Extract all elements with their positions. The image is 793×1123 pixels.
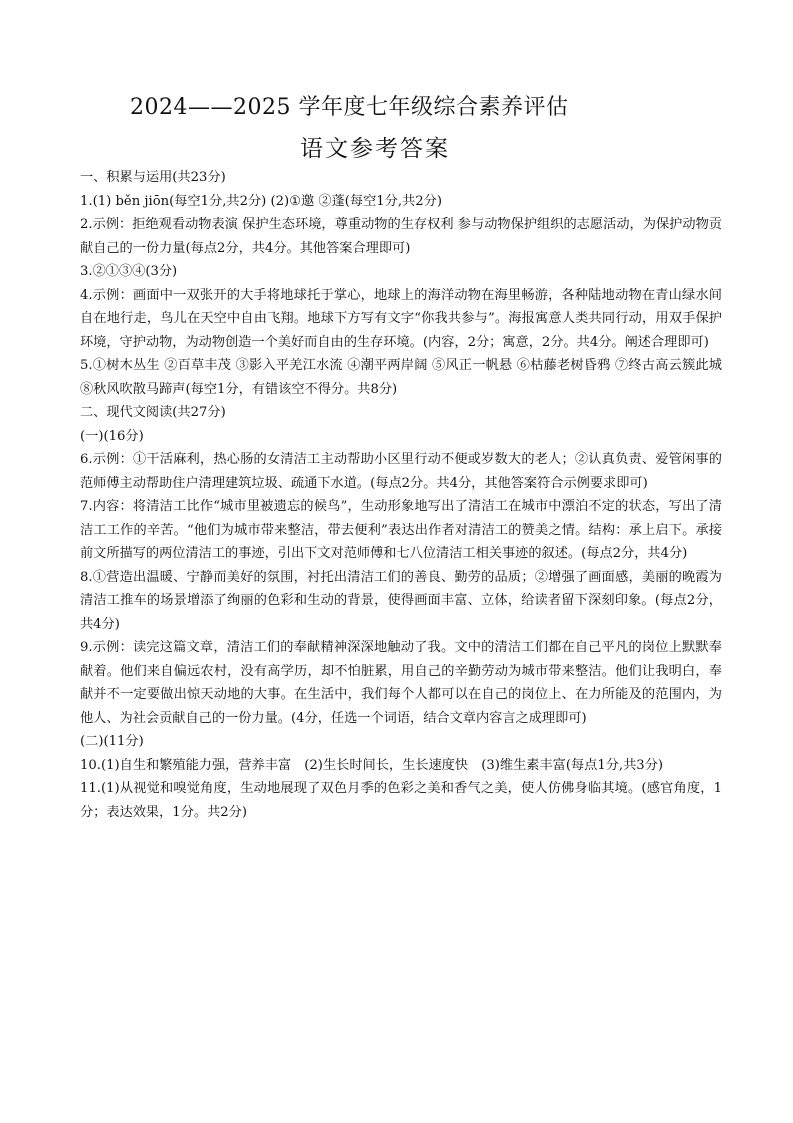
answer-10: 10.(1)自生和繁殖能力强，营养丰富 (2)生长时间长，生长速度快 (3)维生素丰富(每点1分,共3分) [80, 757, 664, 773]
subsection-heading-2: (二)(11分) [80, 734, 144, 749]
answer-1: 1.(1) běn jiōn(每空1分,共2分) (2)①邀 ②蓬(每空1分,共2分) [80, 193, 442, 209]
answer-3: 3.②①③④(3分) [80, 264, 178, 279]
answer-11: 11.(1)从视觉和嗅觉角度，生动地展现了双色月季的色彩之美和香气之美，使人仿佛身临其境。(感官角度，1分；表达效果，1分。共2分) [80, 781, 722, 820]
answer-5: 5.①树木丛生 ②百草丰茂 ③影入平羌江水流 ④潮平两岸阔 ⑤风正一帆悬 ⑥枯藤老树昏鸦 ⑦终古高云簇此城 ⑧秋风吹散马蹄声(每空1分，有错该空不得分。共8分) [80, 358, 722, 397]
page-subtitle: 语文参考答案 [300, 136, 450, 162]
answer-9: 9.示例：读完这篇文章，清洁工们的奉献精神深深地触动了我。文中的清洁工们都在自己平凡的岗位上默默奉献着。他们来自偏远农村，没有高学历，却不怕脏累，用自己的辛勤劳动为城市带来整洁。他们让我明白，奉献并不一定要做出惊天动地的大事。在生活中，我们每个人都可以在自己的岗位上、在力所能及的范围内，为他人、为社会贡献自己的一份力量。(4分，任选一个词语，结合文章内容言之成理即可) [80, 640, 722, 726]
answer-7: 7.内容：将清洁工比作“城市里被遗忘的候鸟”，生动形象地写出了清洁工在城市中漂泊不定的状态，写出了清洁工工作的辛苦。“他们为城市带来整洁，带去便利”表达出作者对清洁工的赞美之情。结构：承上启下。承接前文所描写的两位清洁工的事迹，引出下文对范师傅和七八位清洁工相关事迹的叙述。(每点2分，共4分) [80, 499, 722, 561]
section-heading-1: 一、积累与运用(共23分) [80, 170, 226, 185]
answer-content [80, 166, 722, 824]
answer-2: 2.示例：拒绝观看动物表演 保护生态环境，尊重动物的生存权利 参与动物保护组织的志愿活动，为保护动物贡献自己的一份力量(每点2分，共4分。其他答案合理即可) [80, 217, 722, 256]
answer-4: 4.示例：画面中一双张开的大手将地球托于掌心，地球上的海洋动物在海里畅游，各种陆地动物在青山绿水间自在地行走，鸟儿在天空中自由飞翔。地球下方写有文字“你我共参与”。海报寓意人类共同行动，用双手保护环境，守护动物，为动物创造一个美好而自由的生存环境。(内容，2分；寓意，2分。共4分。阐述合理即可) [80, 287, 722, 350]
answer-6: 6.示例：①干活麻利，热心肠的女清洁工主动帮助小区里行动不便或岁数大的老人；②认真负责、爱管闲事的范师傅主动帮助住户清理建筑垃圾、疏通下水道。(每点2分。共4分，其他答案符合示例要求即可) [80, 452, 722, 491]
subsection-heading-1: (一)(16分) [80, 428, 144, 444]
answer-8: 8.①营造出温暖、宁静而美好的氛围，衬托出清洁工们的善良、勤劳的品质；②增强了画面感，美丽的晚霞为清洁工推车的场景增添了绚丽的色彩和生动的背景，使得画面丰富、立体，给读者留下深刻印象。(每点2分，共4分) [80, 569, 722, 632]
page-title: 2024——2025 学年度七年级综合素养评估 [130, 95, 569, 120]
section-heading-2: 二、现代文阅读(共27分) [80, 405, 226, 420]
